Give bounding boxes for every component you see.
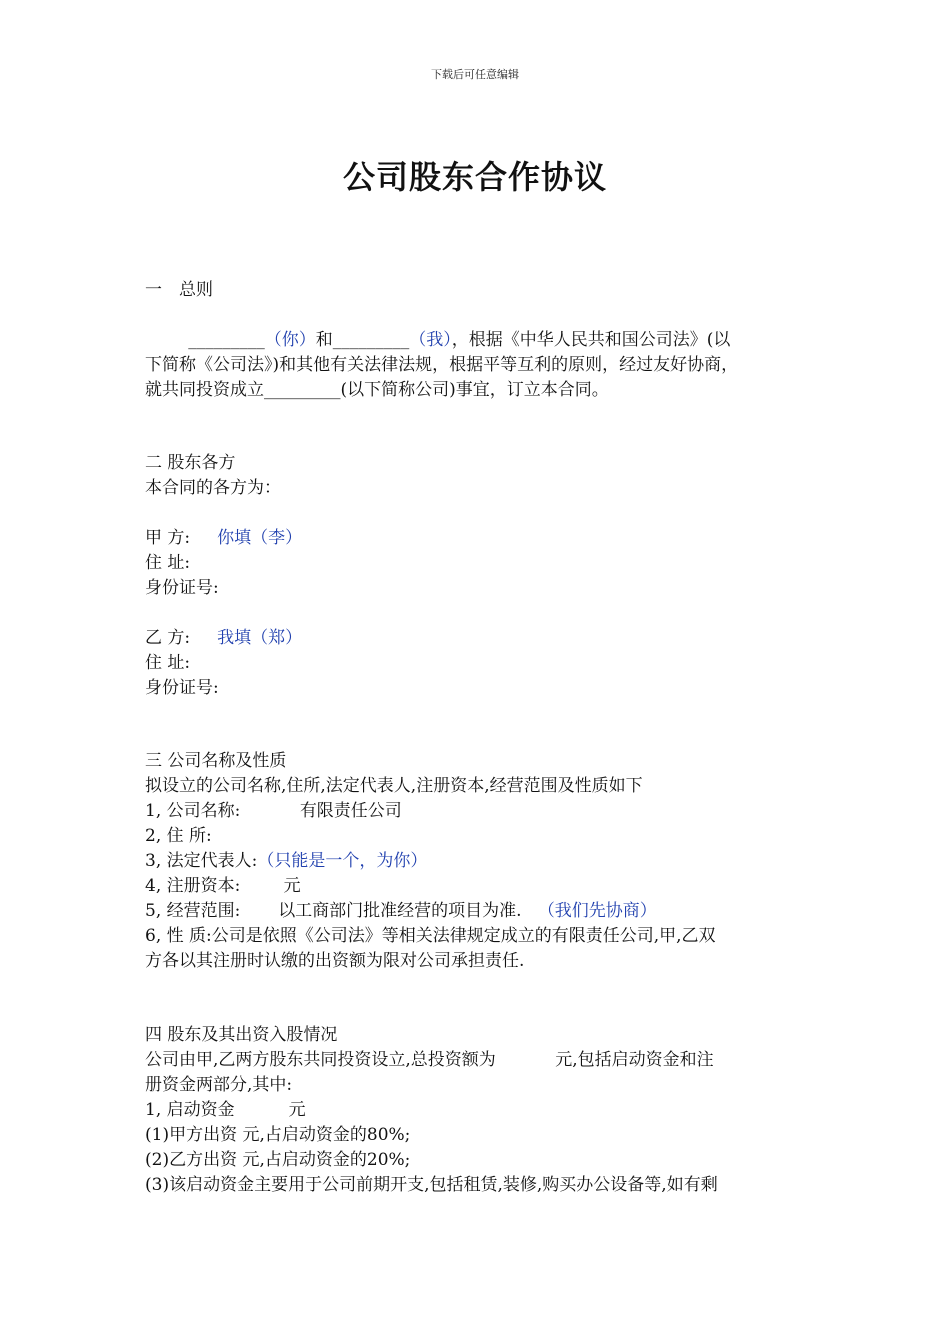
party-b-row (145, 626, 820, 651)
section-capital (145, 1023, 820, 1198)
fill-hint: （我） (409, 330, 452, 350)
item-registered-capital (145, 874, 820, 899)
paragraph-line: 本合同的各方为： (145, 478, 281, 498)
text-fragment: 和 (315, 330, 333, 350)
item-value: 有限责任公司 (299, 801, 402, 821)
item-nature: 6, 性 质:公司是依照《公司法》等相关法律规定成立的有限责任公司,甲,乙双 (145, 926, 716, 946)
item-label: 4, 注册资本: (145, 876, 241, 896)
item-unit: 元 (288, 1100, 306, 1120)
section-heading: 三 公司名称及性质 (145, 751, 287, 771)
address-label: 住 址: (145, 653, 191, 673)
section-general (145, 278, 820, 403)
fill-hint: （只能是一个，为你） (257, 851, 428, 871)
blank-field: _________ (188, 330, 265, 350)
party-a-fill: 你填（李） (217, 528, 303, 548)
text-fragment: ，根据《中华人民共和国公司法》(以 (451, 330, 731, 350)
item-value: 以工商部门批准经营的项目为准. (278, 901, 522, 921)
section-heading: 二 股东各方 (145, 453, 236, 473)
item-nature-cont: 方各以其注册时认缴的出资额为限对公司承担责任. (145, 951, 525, 971)
sub-item: (1)甲方出资 元,占启动资金的80%; (145, 1125, 411, 1145)
text-fragment: 元,包括启动资金和注 (555, 1050, 714, 1070)
paragraph-line (145, 328, 820, 353)
paragraph-line: 下简称《公司法》)和其他有关法律法规，根据平等互利的原则，经过友好协商， (145, 355, 739, 375)
document-title: 公司股东合作协议 (342, 158, 607, 196)
header-note: 下载后可任意编辑 (431, 68, 519, 81)
item-legal-rep (145, 849, 820, 874)
section-company (145, 749, 820, 974)
fill-hint: （我们先协商） (537, 901, 657, 921)
section-heading: 一 总则 (145, 280, 213, 300)
item-label: 1, 公司名称: (145, 801, 241, 821)
party-a-row (145, 526, 820, 551)
item-label: 3, 法定代表人: (145, 851, 258, 871)
id-label: 身份证号: (145, 578, 219, 598)
item-address: 2, 住 所: (145, 826, 212, 846)
fill-hint: （你） (264, 330, 316, 350)
blank-field: _________ (332, 330, 410, 350)
section-heading: 四 股东及其出资入股情况 (145, 1025, 338, 1045)
item-unit: 元 (283, 876, 301, 896)
id-label: 身份证号: (145, 678, 219, 698)
address-label: 住 址: (145, 553, 191, 573)
section-parties (145, 451, 820, 701)
paragraph-line (145, 1048, 820, 1073)
paragraph-line: 就共同投资成立_________(以下简称公司)事宜，订立本合同。 (145, 380, 609, 400)
party-a-label: 甲 方: (145, 528, 191, 548)
item-startup-funds (145, 1098, 820, 1123)
party-b-label: 乙 方: (145, 628, 191, 648)
item-label: 1, 启动资金 (145, 1100, 235, 1120)
paragraph-line: 拟设立的公司名称,住所,法定代表人,注册资本,经营范围及性质如下 (145, 776, 643, 796)
item-company-name (145, 799, 820, 824)
party-b-fill: 我填（郑） (217, 628, 303, 648)
item-business-scope (145, 899, 820, 924)
item-label: 5, 经营范围: (145, 901, 241, 921)
paragraph-line: 册资金两部分,其中: (145, 1075, 293, 1095)
sub-item: (2)乙方出资 元,占启动资金的20%; (145, 1150, 411, 1170)
sub-item: (3)该启动资金主要用于公司前期开支,包括租赁,装修,购买办公设备等,如有剩 (145, 1175, 718, 1195)
text-fragment: 公司由甲,乙两方股东共同投资设立,总投资额为 (145, 1050, 496, 1070)
